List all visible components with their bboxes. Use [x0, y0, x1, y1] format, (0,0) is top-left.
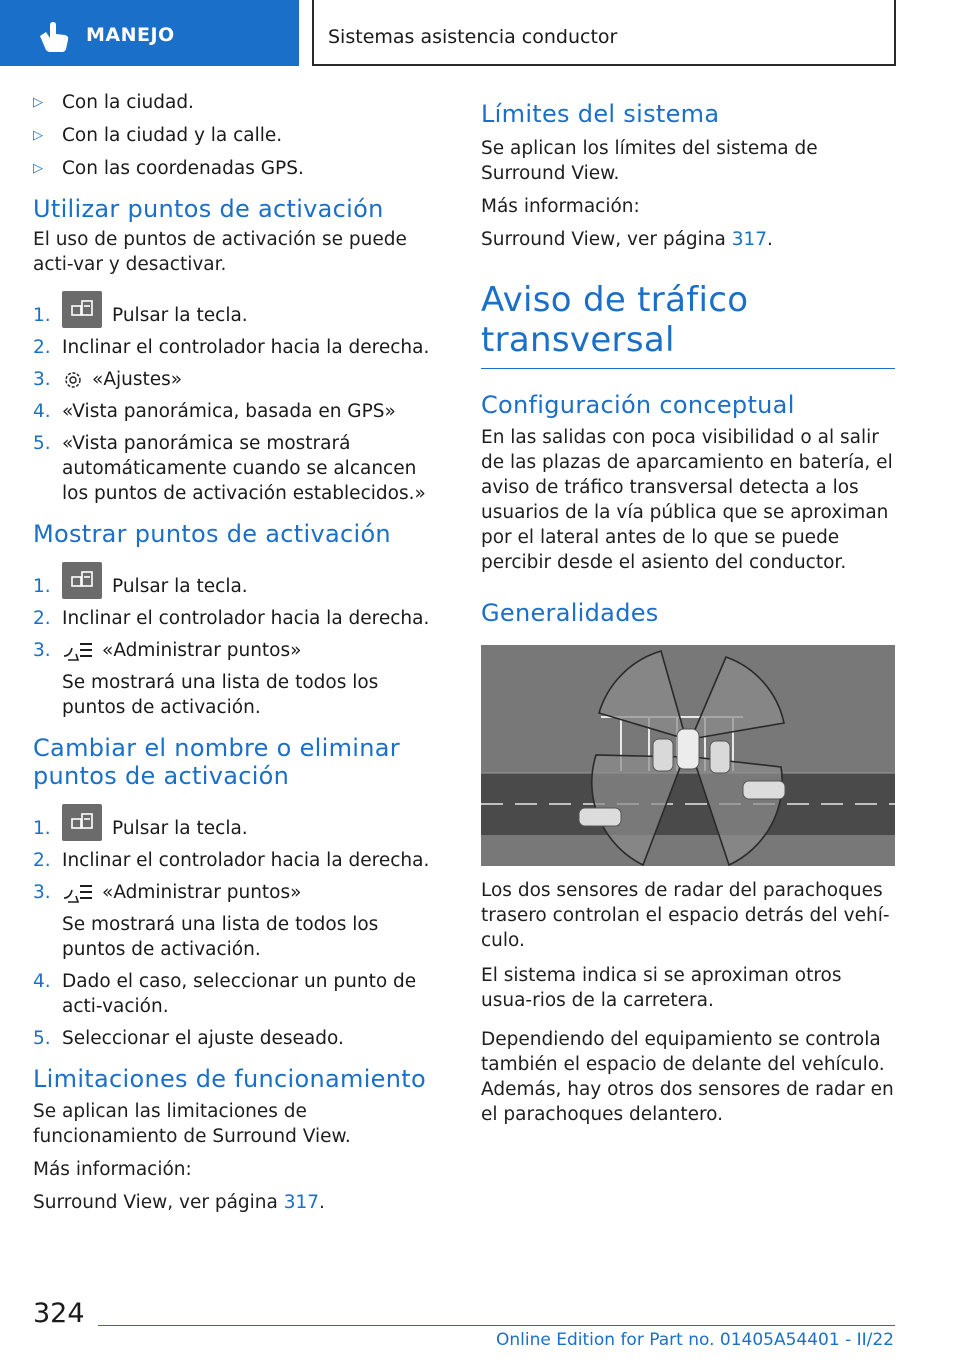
list-item [33, 670, 443, 720]
paragraph: En las salidas con poca visibilidad o al salir de las plazas de aparcamiento en batería, el aviso de tráfico transversal detecta a los usuarios de la vía pública que se aproximan por el lateral antes de lo que se puede percibir desde el asiento del conductor. [481, 427, 893, 573]
list-item: 2. Inclinar el controlador hacia la derecha. [33, 337, 430, 358]
footer-divider [98, 1325, 895, 1326]
section-heading: Configuración conceptual [481, 391, 795, 419]
list-points-icon [62, 640, 94, 662]
header-section-tab [0, 0, 299, 66]
list-points-icon [62, 882, 94, 904]
section-heading: Límites del sistema [481, 100, 720, 128]
edition-note: Online Edition for Part no. 01405A54401 - II/22 [495, 1330, 894, 1350]
cross-reference: Surround View, ver página 317. [33, 1192, 325, 1213]
paragraph: Más información: [33, 1159, 192, 1180]
camera-key-icon [62, 291, 102, 328]
chapter-heading: Aviso de tráfico transversal [481, 280, 895, 369]
gear-icon [62, 369, 84, 391]
step-list [33, 291, 443, 506]
section-heading: Limitaciones de funcionamiento [33, 1065, 426, 1093]
paragraph: Más información: [481, 196, 640, 217]
paragraph: El uso de puntos de activación se puede acti-var y desactivar. [33, 229, 407, 275]
chapter-title: Sistemas asistencia conductor [328, 26, 618, 48]
section-heading: Generalidades [481, 599, 659, 627]
left-column [33, 90, 443, 1215]
paragraph: Se aplican las limitaciones de funcionamiento de Surround View. [33, 1101, 351, 1147]
list-item: 1. Pulsar la tecla. [33, 562, 443, 599]
page-link[interactable]: 317 [283, 1192, 320, 1213]
paragraph: Se aplican los límites del sistema de Surround View. [481, 138, 818, 184]
list-item: ▷ Con la ciudad y la calle. [33, 125, 283, 146]
bullet-triangle-icon: ▷ [33, 128, 43, 143]
step-note: Se mostrará una lista de todos los puntos de activación. [62, 672, 379, 718]
paragraph: Los dos sensores de radar del parachoques trasero controlan el espacio detrás del vehí-culo. [481, 880, 890, 951]
section-heading: Mostrar puntos de activación [33, 520, 391, 548]
camera-key-icon [62, 804, 102, 841]
list-item: 4. «Vista panorámica, basada en GPS» [33, 401, 396, 422]
cross-reference: Surround View, ver página 317. [481, 229, 773, 250]
list-item: 3. «Administrar puntos» [33, 640, 302, 661]
page-number: 324 [33, 1298, 85, 1329]
list-item: 4. Dado el caso, seleccionar un punto de acti-vación. [33, 971, 417, 1017]
section-heading: Utilizar puntos de activación [33, 195, 384, 223]
paragraph: Dependiendo del equipamiento se controla también el espacio de delante del vehículo. Además, hay otros dos sensores de radar en el parachoques delantero. [481, 1029, 894, 1125]
list-item: 1. Pulsar la tecla. [33, 291, 443, 328]
step-note: Se mostrará una lista de todos los puntos de activación. [62, 914, 379, 960]
section-heading: Cambiar el nombre o eliminar puntos de activación [33, 734, 400, 790]
bullet-triangle-icon: ▷ [33, 161, 43, 176]
section-label: MANEJO [86, 24, 175, 46]
list-item [33, 912, 443, 962]
list-item: ▷ Con la ciudad. [33, 92, 194, 113]
list-item: 5. «Vista panorámica se mostrará automáticamente cuando se alcancen los puntos de activación establecidos.» [33, 433, 426, 504]
camera-key-icon [62, 562, 102, 599]
list-item: 1. Pulsar la tecla. [33, 804, 443, 841]
cross-traffic-illustration [481, 645, 895, 866]
list-item: 3. «Administrar puntos» [33, 882, 302, 903]
page-link[interactable]: 317 [731, 229, 768, 250]
right-column [481, 90, 895, 1127]
header-title-box [312, 0, 896, 66]
hand-pointer-icon [36, 22, 70, 52]
list-item: ▷ Con las coordenadas GPS. [33, 158, 304, 179]
bullet-list [33, 90, 443, 181]
step-list [33, 562, 443, 720]
list-item: 3. «Ajustes» [33, 369, 183, 390]
paragraph: El sistema indica si se aproximan otros usua-rios de la carretera. [481, 965, 842, 1011]
bullet-triangle-icon: ▷ [33, 95, 43, 110]
list-item: 2. Inclinar el controlador hacia la derecha. [33, 608, 430, 629]
list-item: 5. Seleccionar el ajuste deseado. [33, 1028, 344, 1049]
step-list [33, 804, 443, 1051]
list-item: 2. Inclinar el controlador hacia la derecha. [33, 850, 430, 871]
